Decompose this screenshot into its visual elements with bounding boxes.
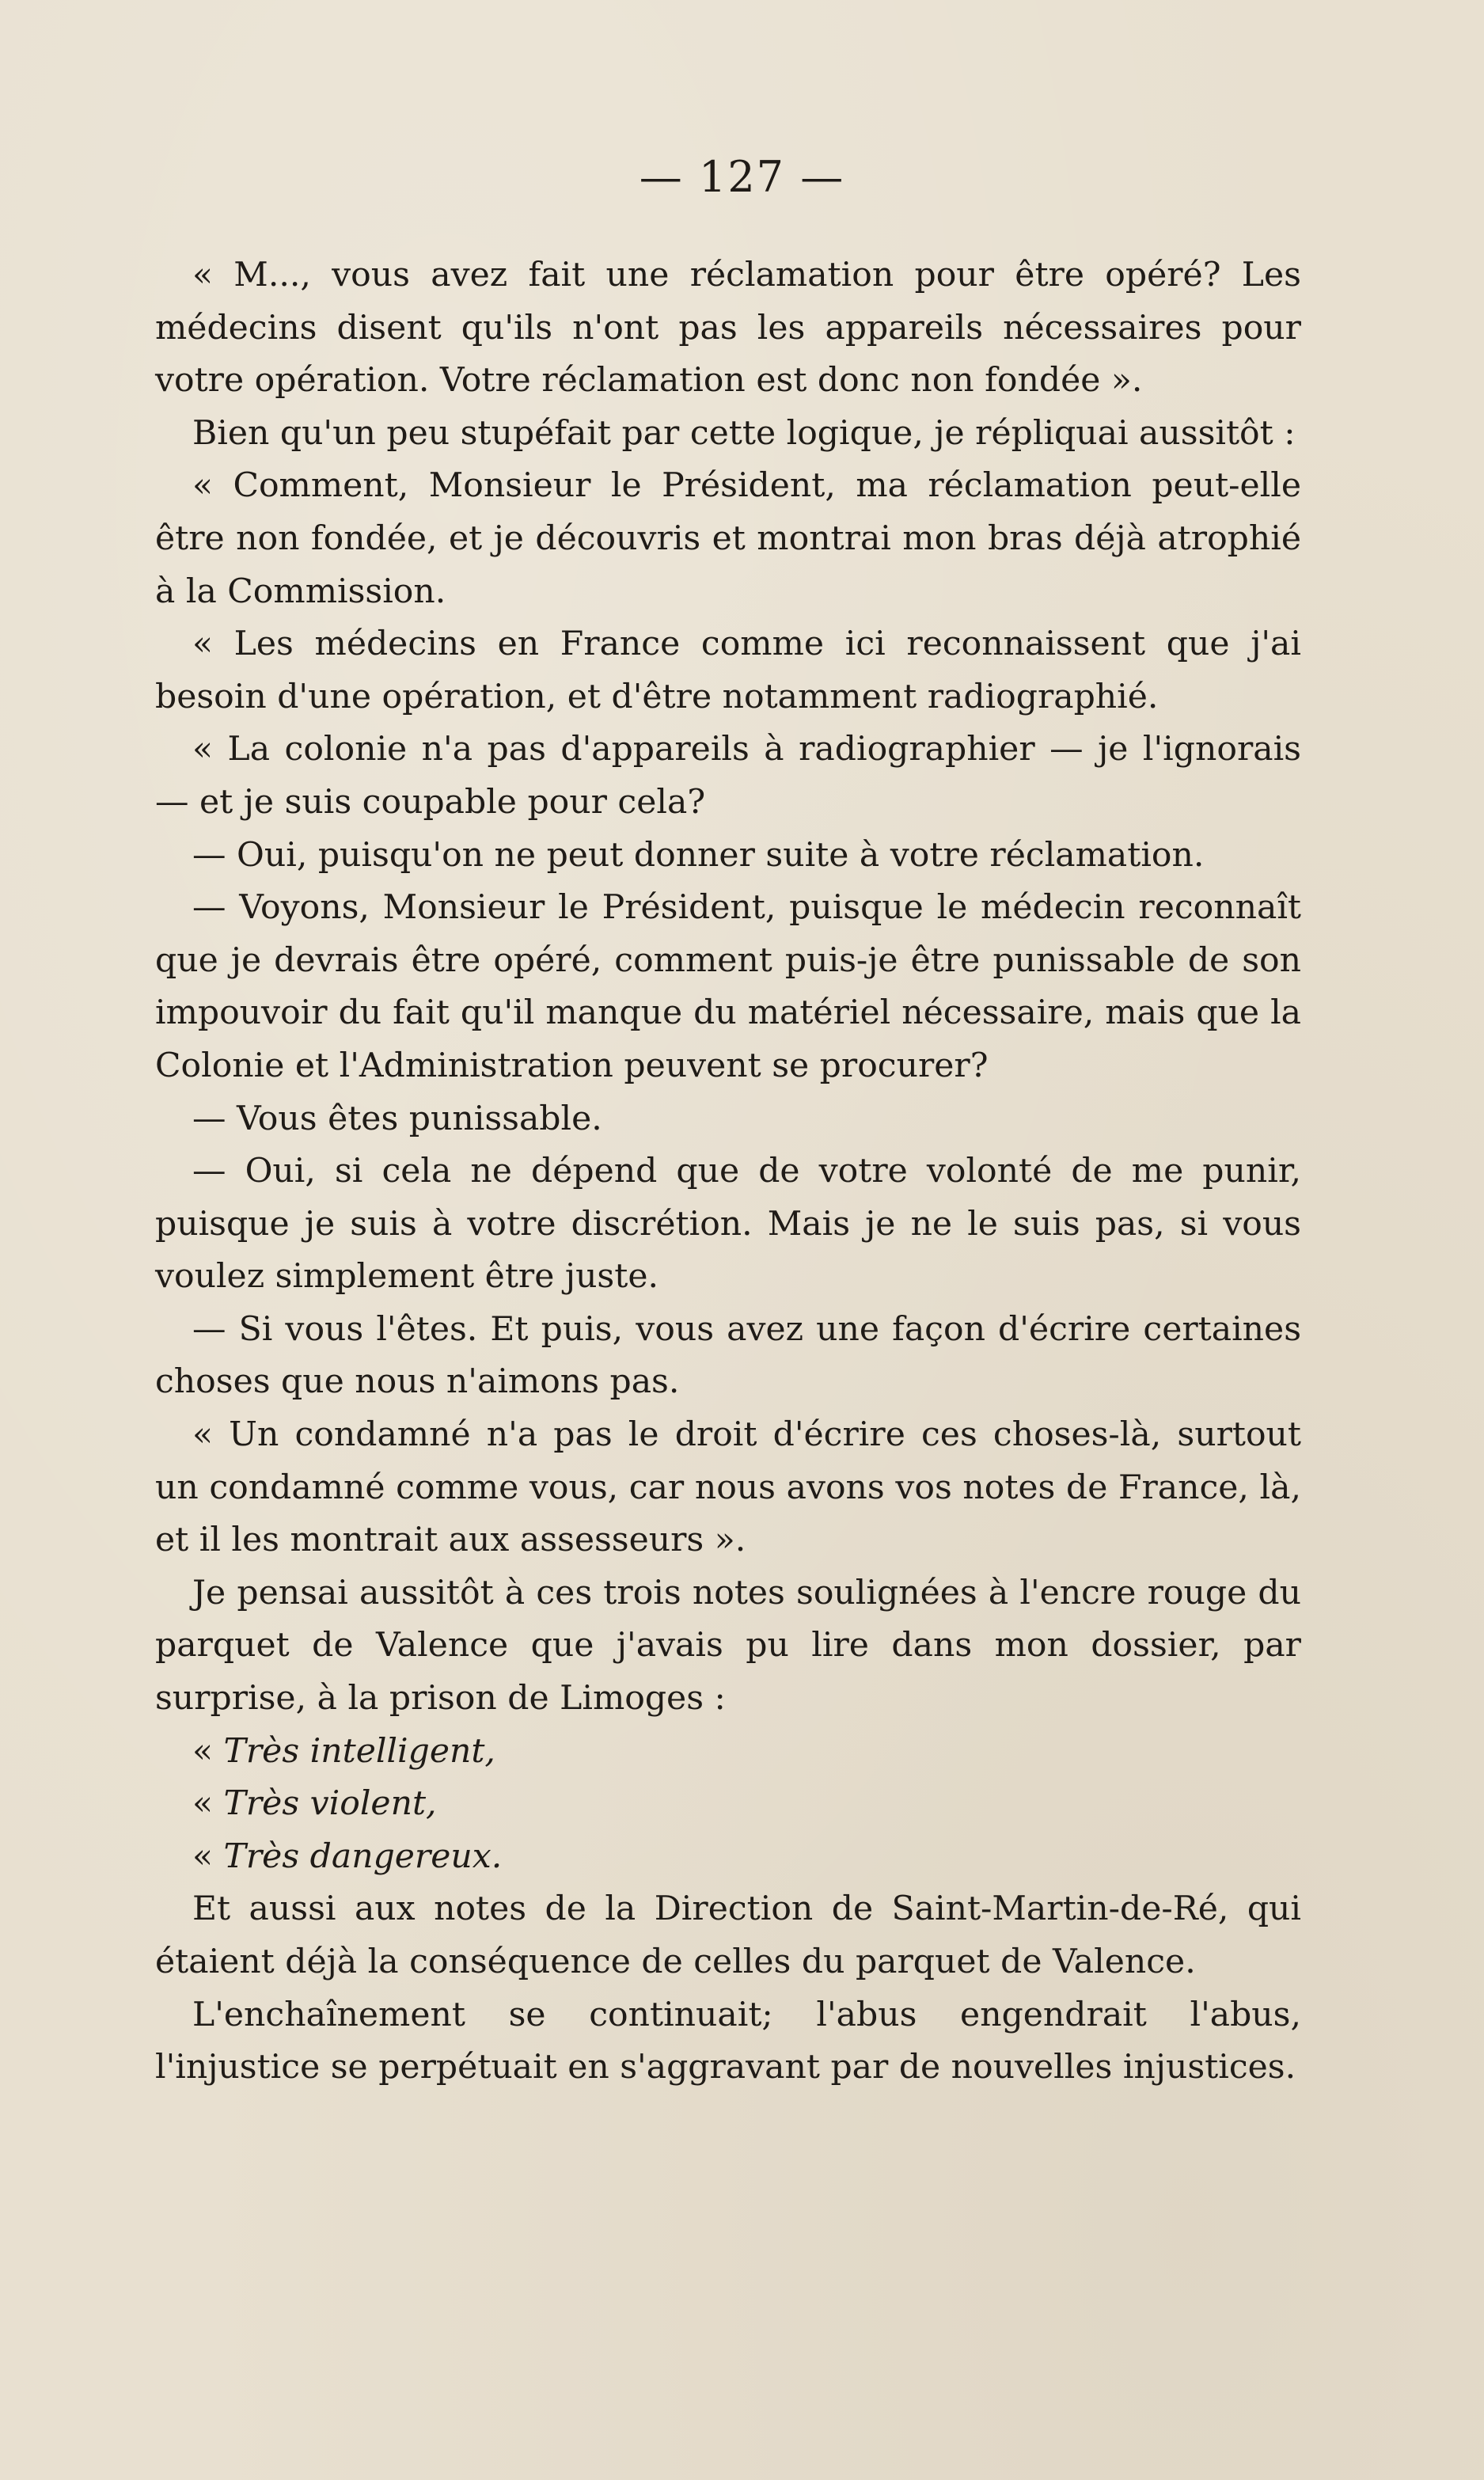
paragraph: Et aussi aux notes de la Direction de Saint-Martin-de-Ré, qui étaient déjà la conséquence de celles du parquet de Valence. xyxy=(155,1889,1301,1981)
paragraph: — Si vous l'êtes. Et puis, vous avez une façon d'écrire certaines choses que nous n'aimons pas. xyxy=(155,1309,1301,1402)
body-text xyxy=(155,249,1301,2095)
quote-mark: « xyxy=(192,1784,224,1824)
paragraph: Bien qu'un peu stupéfait par cette logique, je répliquai aussitôt : xyxy=(192,413,1296,453)
paragraph: L'enchaînement se continuait; l'abus engendrait l'abus, l'injustice se perpétuait en s'aggravant par de nouvelles injustices. xyxy=(155,1995,1301,2087)
paragraph: « Comment, Monsieur le Président, ma réclamation peut-elle être non fondée, et je découvris et montrai mon bras déjà atrophié à la Commission. xyxy=(155,466,1301,611)
italic-note-line xyxy=(155,1726,1301,1779)
quote-mark: « xyxy=(192,1731,224,1771)
italic-note: Très intelligent, xyxy=(223,1731,495,1771)
paragraph: « Un condamné n'a pas le droit d'écrire ces choses-là, surtout un condamné comme vous, car nous avons vos notes de France, là, et il les montrait aux assesseurs ». xyxy=(155,1415,1301,1560)
paragraph: « M..., vous avez fait une réclamation pour être opéré? Les médecins disent qu'ils n'ont pas les appareils nécessaires pour votre opération. Votre réclamation est donc non fondée ». xyxy=(155,256,1301,401)
paragraph: — Oui, puisqu'on ne peut donner suite à votre réclamation. xyxy=(192,835,1205,875)
italic-note: Très dangereux. xyxy=(223,1836,503,1876)
paragraph: « La colonie n'a pas d'appareils à radiographier — je l'ignorais — et je suis coupable pour cela? xyxy=(155,730,1301,822)
italic-note-line xyxy=(155,1778,1301,1831)
paragraph: — Voyons, Monsieur le Président, puisque le médecin reconnaît que je devrais être opéré, comment puis-je être punissable de son impouvoir du fait qu'il manque du matériel nécessaire, mais que la Colonie et l'Administration peuvent se procurer? xyxy=(155,888,1301,1085)
paragraph: « Les médecins en France comme ici reconnaissent que j'ai besoin d'une opération, et d'être notamment radiographié. xyxy=(155,625,1301,716)
quote-mark: « xyxy=(192,1836,224,1876)
italic-note: Très violent, xyxy=(223,1784,437,1824)
paragraph: Je pensai aussitôt à ces trois notes soulignées à l'encre rouge du parquet de Valence que j'avais pu lire dans mon dossier, par surprise, à la prison de Limoges : xyxy=(155,1573,1301,1719)
paragraph: — Oui, si cela ne dépend que de votre volonté de me punir, puisque je suis à votre discrétion. Mais je ne le suis pas, si vous voulez simplement être juste. xyxy=(155,1152,1301,1297)
italic-note-line xyxy=(155,1831,1301,1884)
paragraph: — Vous êtes punissable. xyxy=(192,1099,602,1138)
page-number: — 127 — xyxy=(639,152,845,202)
